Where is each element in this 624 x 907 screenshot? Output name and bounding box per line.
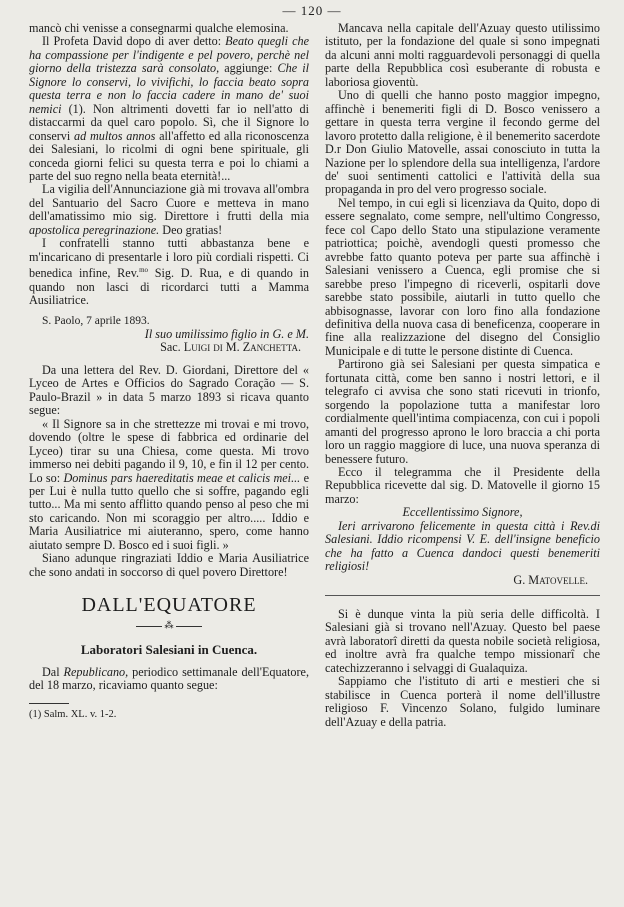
quoted-letter: « Il Signore sa in che strettezze mi trovai e mi trovo, dovendo (oltre le spese di fabbrica ed ordinarie del Lyceo) tirar su una Chiesa, come questa. Mi trovo immerso nei debiti pagando il 9, 10, e fin il 12 per cento. Lo so: Dominus pars haereditatis meae et calicis mei... e per Lui è nulla tutto quello che si soffre, pagando egli tutto... Ma mi sento afflitto quando penso al peso che mi sto caricando. Non mi scoraggio per altro..... Iddio e Maria Ausiliatrice mi aiuteranno, spero, come hanno aiutato sempre D. Bosco ed i suoi figli. » — [29, 416, 309, 552]
paragraph: Si è dunque vinta la più seria delle difficoltà. I Salesiani già si trovano nell'Azuay. Questo bel paese avrà laboratorî diretti da questa nobile società religiosa, ed inoltre avrà fra qualche tempo missionarî che catechizzeranno i selvaggi di Gualaquiza. — [325, 607, 600, 675]
paragraph-vigilia: La vigilia dell'Annunciazione già mi trovava all'ombra del Santuario del Sacro Cuore e metteva in mano dell'amatissimo mio sig. Direttore i frutti della mia apostolica peregrinazione. Deo gratias! — [29, 182, 309, 237]
paragraph: Uno di quelli che hanno posto maggior impegno, affinchè i benemeriti figli di D. Bosco venissero a gettare in questa terra vergine il fecondo germe del lavoro protetto dalla religione, è il benemerito sacerdote D.r Don Giulio Matovelle, assai conosciuto in tutta la Nazione per lo splendore della sua intelligenza, l'ardore de' suoi sentimenti cattolici e l'attività della sua propaganda in pro del vero progresso sociale. — [325, 88, 600, 197]
paragraph-giordani: Da una lettera del Rev. D. Giordani, Direttore del « Lyceo de Artes e Officios do Sagrado Coração — S. Paulo-Brazil » in data 5 marzo 1893 si ricava quanto segue: — [29, 362, 309, 418]
paragraph-confratelli: I confratelli stanno tutti abbastanza bene e m'incaricano di presentarle i loro più cordiali rispetti. Ci benedica infine, Rev.$^{mo}$ Sig. D. Rua, e di quando in quando non lasci di ricordarci tutti a Mamma Ausiliatrice. — [29, 236, 309, 308]
paragraph-republicano: Dal Republicano, periodico settimanale dell'Equatore, del 18 marzo, ricaviamo quanto segue: — [29, 664, 309, 693]
article-heading: Laboratori Salesiani in Cuenca. — [80, 642, 258, 658]
paragraph: Nel tempo, in cui egli si licenziava da Quito, dopo di essere segnalato, come sempre, nell'ultimo Congresso, fece col Capo dello Stato una stipulazione veramente patriottica; poichè, avendogli questi promesso che avrebbe fatto quanto poteva per parte sua affinchè i Salesiani venissero a Cuenca, egli promise che si sarebbe preso l'impegno di riceverli, ospitarli dove sarebbe stato possibile, aiutarli in tutto quello che abbisognasse, lavorar con loro fino alla fondazione definitiva della nuova casa di beneficenza, cooperare in fine alla realizzazione del disegno del Consiglio Municipale e di tutte le persone distinte di Cuenca. — [325, 195, 600, 358]
paragraph: mancò chi venisse a consegnarmi qualche elemosina. — [29, 21, 289, 35]
paragraph: Sappiamo che l'istituto di arti e mestieri che si stabilisce in Cuenca porterà il nome dell'illustre religioso F. Vincenzo Solano, fulgido luminare dell'Azuay e della patria. — [325, 674, 600, 729]
paragraph-david: Il Profeta David dopo di aver detto: Beato quegli che ha compassione per l'indigente e pel povero, perchè nel giorno della tristezza sarà consolato, aggiunge: Che il Signore lo conservi, lo vivifichi, lo faccia beato sopra questa terra e non lo faccia cadere in mano de' suoi nemici (1). Non altrimenti dovetti far io nell'atto di distaccarmi da quel caro popolo. Sì, che il Signore lo conservi ad multos annos all'affetto ed alla riconoscenza dei Salesiani, lo ricolmi di ogni bene spirituale, gli conceda giorni felici su questa terra e poi lo chiami a parte del suo regno nella beata eternità!... — [29, 34, 310, 183]
letter-signature: Sac. Luigi di M. Zanchetta. — [160, 340, 301, 355]
telegram-address: Eccellentissimo Signore, — [402, 505, 523, 520]
divider-rule — [325, 595, 600, 596]
telegram-signature: G. Matovelle. — [513, 572, 588, 587]
right-column — [325, 22, 600, 729]
paragraph: Partirono già sei Salesiani per questa simpatica e fortunata città, come ben sanno i nostri lettori, e il telegrafo ci avvisa che sono stati ricevuti in trionfo, sorgendo la popolazione tutta a manifestar loro cordialmente quell'intima compiacenza, con cui i popoli amanti del progresso aprono le loro braccia a chi porta loro un raggio maggiore di luce, una nuova speranza di benessere futuro. — [325, 357, 600, 466]
ornament-divider: ⁂ — [29, 619, 309, 631]
place-date: S. Paolo, 7 aprile 1893. — [42, 314, 150, 327]
footnote-rule — [29, 703, 69, 704]
page-number: — 120 — — [282, 3, 342, 18]
telegram-text: Ieri arrivarono felicemente in questa città i Rev.di Salesiani. Iddio ricompensi V. E. dell'insigne beneficio che ha fatto a Cuenca dandoci questi benemeriti religiosi! — [325, 518, 600, 574]
section-title: DALL'EQUATORE — [81, 594, 257, 617]
paragraph: Mancava nella capitale dell'Azuay questo utilissimo istituto, per la fondazione del quale si sono impegnati da alcuni anni molti ragguardevoli personaggi di quella parte della Repubblica così esuberante di robusta e laboriosa gioventù. — [325, 21, 600, 89]
left-column — [29, 22, 309, 721]
paragraph: Ecco il telegramma che il Presidente della Repubblica ricevette dal sig. D. Matovelle il giorno 15 marzo: — [325, 464, 600, 506]
footnote: (1) Salm. XL. v. 1-2. — [29, 708, 117, 720]
paragraph-ringraziati: Siano adunque ringraziati Iddio e Maria Ausiliatrice che sono andati in soccorso di quel povero Direttore! — [29, 551, 309, 579]
letter-closing: Il suo umilissimo figlio in G. e M. — [144, 327, 309, 342]
